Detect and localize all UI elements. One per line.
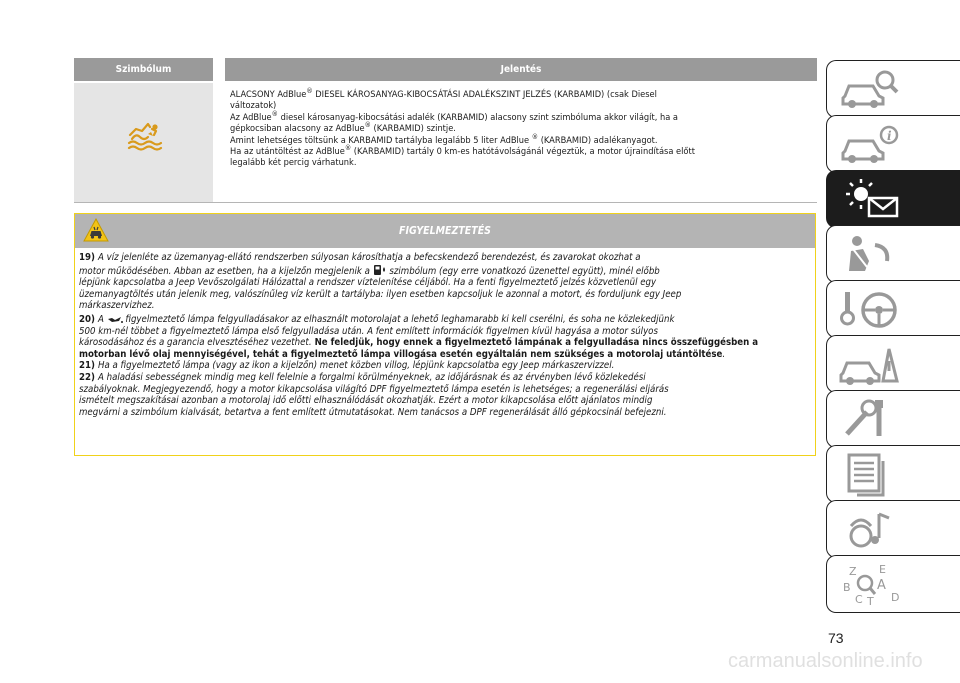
- index-letter: B: [843, 581, 851, 594]
- nav-tab-technical-data[interactable]: [826, 445, 960, 503]
- alphabetical-index-icon: [839, 561, 909, 611]
- specifications-list-icon: [839, 451, 903, 497]
- wrench-tools-icon: [839, 396, 903, 442]
- watermark: carmanualsonline.info: [728, 650, 923, 672]
- water-in-fuel-icon: [373, 264, 387, 276]
- meaning-line: legalább két percig várhatunk.: [230, 157, 357, 169]
- warning-title: FIGYELMEZTETÉS: [399, 225, 491, 237]
- index-letter: C: [855, 593, 863, 606]
- key-steering-wheel-icon: [839, 286, 903, 332]
- index-letter: A: [877, 578, 886, 593]
- warning-paragraph-20: 20) A figyelmeztető lámpa felgyulladásakor az elhasznált motorolajat a lehető leghamarabb ki kell cserélni, és soha ne közlekedjünk: [79, 313, 675, 325]
- header-meaning: Jelentés: [500, 64, 542, 75]
- nav-tab-starting-driving[interactable]: [826, 280, 960, 338]
- warning-light-message-icon: [839, 176, 903, 222]
- nav-tab-multimedia[interactable]: [826, 500, 960, 558]
- adblue-fluid-icon: [126, 121, 164, 151]
- index-letter: Z: [849, 565, 857, 578]
- meaning-cell: [225, 83, 817, 202]
- svg-text:i: i: [887, 129, 892, 143]
- meaning-line: Amint lehetséges töltsünk a KARBAMID tartályba legalább 5 liter AdBlue ® (KARBAMID) adalékanyagot.: [230, 132, 658, 146]
- page-number: 73: [828, 630, 844, 646]
- car-info-icon: [839, 121, 903, 167]
- index-letter: T: [867, 595, 874, 608]
- warning-body: 19) A víz jelenléte az üzemanyag-ellátó rendszerben súlyosan károsíthatja a befecskendező berendezést, és zavarokat okozhat a motor működésében. Abban az esetben, ha a kijelzőn megjelenik a szimbólum (egy erre vonatkozó üzenettel együtt), minél előbb lépjünk kapcsolatba a Jeep Vevőszolgálati Hálózattal a rendszer víztelenítése céljából. Ha a fenti figyelmeztető jelzés közvetlenül egy üzemanyagtöltés után jelenik meg, valószínűleg víz került a tartályba: ilyen esetben kapcsoljuk le azonnal a motort, és forduljunk egy Jeep márkaszervizhez. 20) A figyelmeztető lámpa felgyulladásakor az elhasznált motorolajat a lehető leghamarabb ki kell cserélni, és soha ne közlekedjünk 500 km-nél többet a figyelmeztető lámpa első felgyulladása után. A fent említett információk figyelmen kívül hagyása a motor súlyos károsodásához és a garancia elvesztéséhez vezethet. Ne feledjük, hogy ennek a figyelmeztető lámpának a felgyulladása nincs összefüggésben a motorban lévő olaj mennyiségével, tehát a figyelmeztető lámpa villogása esetén egyáltalán nem szükséges a motorolaj utántöltése. 21) Ha a figyelmeztető lámpa (vagy az ikon a kijelzőn) menet közben villog, lépjünk kapcsolatba egy Jeep márkaszervizzel. 22) A haladási sebességnek mindig meg kell felelnie a forgalmi körülményeknek, az időjárásnak és az érvényben lévő közlekedési szabályoknak. Megjegyezendő, hogy a motor kikapcsolása világító DPF figyelmeztető lámpa esetén is lehetséges; a regenerálási eljárás ismételt megszakításai azonban a motorolaj idő előtti elhasználódását okozhatják. Ezért a motor kikapcsolása előtt ajánlatos mindig megvárni a szimbólum kialvását, betartva a fent említett útmutatásokat. Nem tanácsos a DPF regenerálását álló gépkocsinál befejezni.: [79, 252, 813, 418]
- symbol-cell: [74, 83, 213, 202]
- meaning-line: gépkocsiban alacsony az AdBlue® (KARBAMID) szintje.: [230, 121, 456, 135]
- nav-tab-servicing[interactable]: [826, 390, 960, 448]
- nav-tab-dashboard[interactable]: [826, 115, 960, 173]
- header-symbol: Szimbólum: [115, 64, 172, 75]
- meaning-line: változatok): [230, 100, 277, 112]
- warning-header: [75, 214, 815, 248]
- index-letter: D: [891, 591, 900, 604]
- meaning-line: ALACSONY AdBlue® DIESEL KÁROSANYAG-KIBOCSÁTÁSI ADALÉKSZINT JELZÉS (KARBAMID) (csak Diesel: [230, 87, 657, 100]
- nav-tab-getting-to-know[interactable]: [826, 60, 960, 118]
- symbol-table: [74, 58, 817, 202]
- warning-paragraph-19: 19) A víz jelenléte az üzemanyag-ellátó rendszerben súlyosan károsíthatja a befecskendező berendezést, és zavarokat okozhat a: [79, 252, 641, 263]
- nav-tab-warning-lights[interactable]: [826, 170, 960, 228]
- warning-box: [74, 213, 816, 456]
- index-letter: E: [879, 563, 886, 576]
- warning-paragraph-22: 22) A haladási sebességnek mindig meg kell felelnie a forgalmi körülményeknek, az időjárásnak és az érvényben lévő közlekedési: [79, 371, 646, 383]
- meaning-line: Az AdBlue® diesel károsanyag-kibocsátási adalék (KARBAMID) alacsony szint szimbóluma akkor világít, ha a: [230, 109, 678, 123]
- multimedia-icon: [839, 506, 903, 552]
- nav-tab-safety[interactable]: [826, 225, 960, 283]
- seatbelt-airbag-icon: [839, 231, 903, 277]
- car-search-icon: [839, 66, 903, 112]
- nav-tab-emergency[interactable]: [826, 335, 960, 393]
- nav-tab-index[interactable]: [826, 555, 960, 613]
- table-header: [74, 58, 817, 81]
- oil-degradation-icon: [107, 315, 123, 324]
- meaning-line: Ha az utántöltést az AdBlue® (KARBAMID) tartály 0 km-es hatótávolságánál végeztük, a motor újraindítása előtt: [230, 144, 695, 158]
- warning-paragraph-21: 21) Ha a figyelmeztető lámpa (vagy az ikon a kijelzőn) menet közben villog, lépjünk kapcsolatba egy Jeep márkaszervizzel.: [79, 360, 615, 372]
- car-crash-icon: [839, 341, 903, 387]
